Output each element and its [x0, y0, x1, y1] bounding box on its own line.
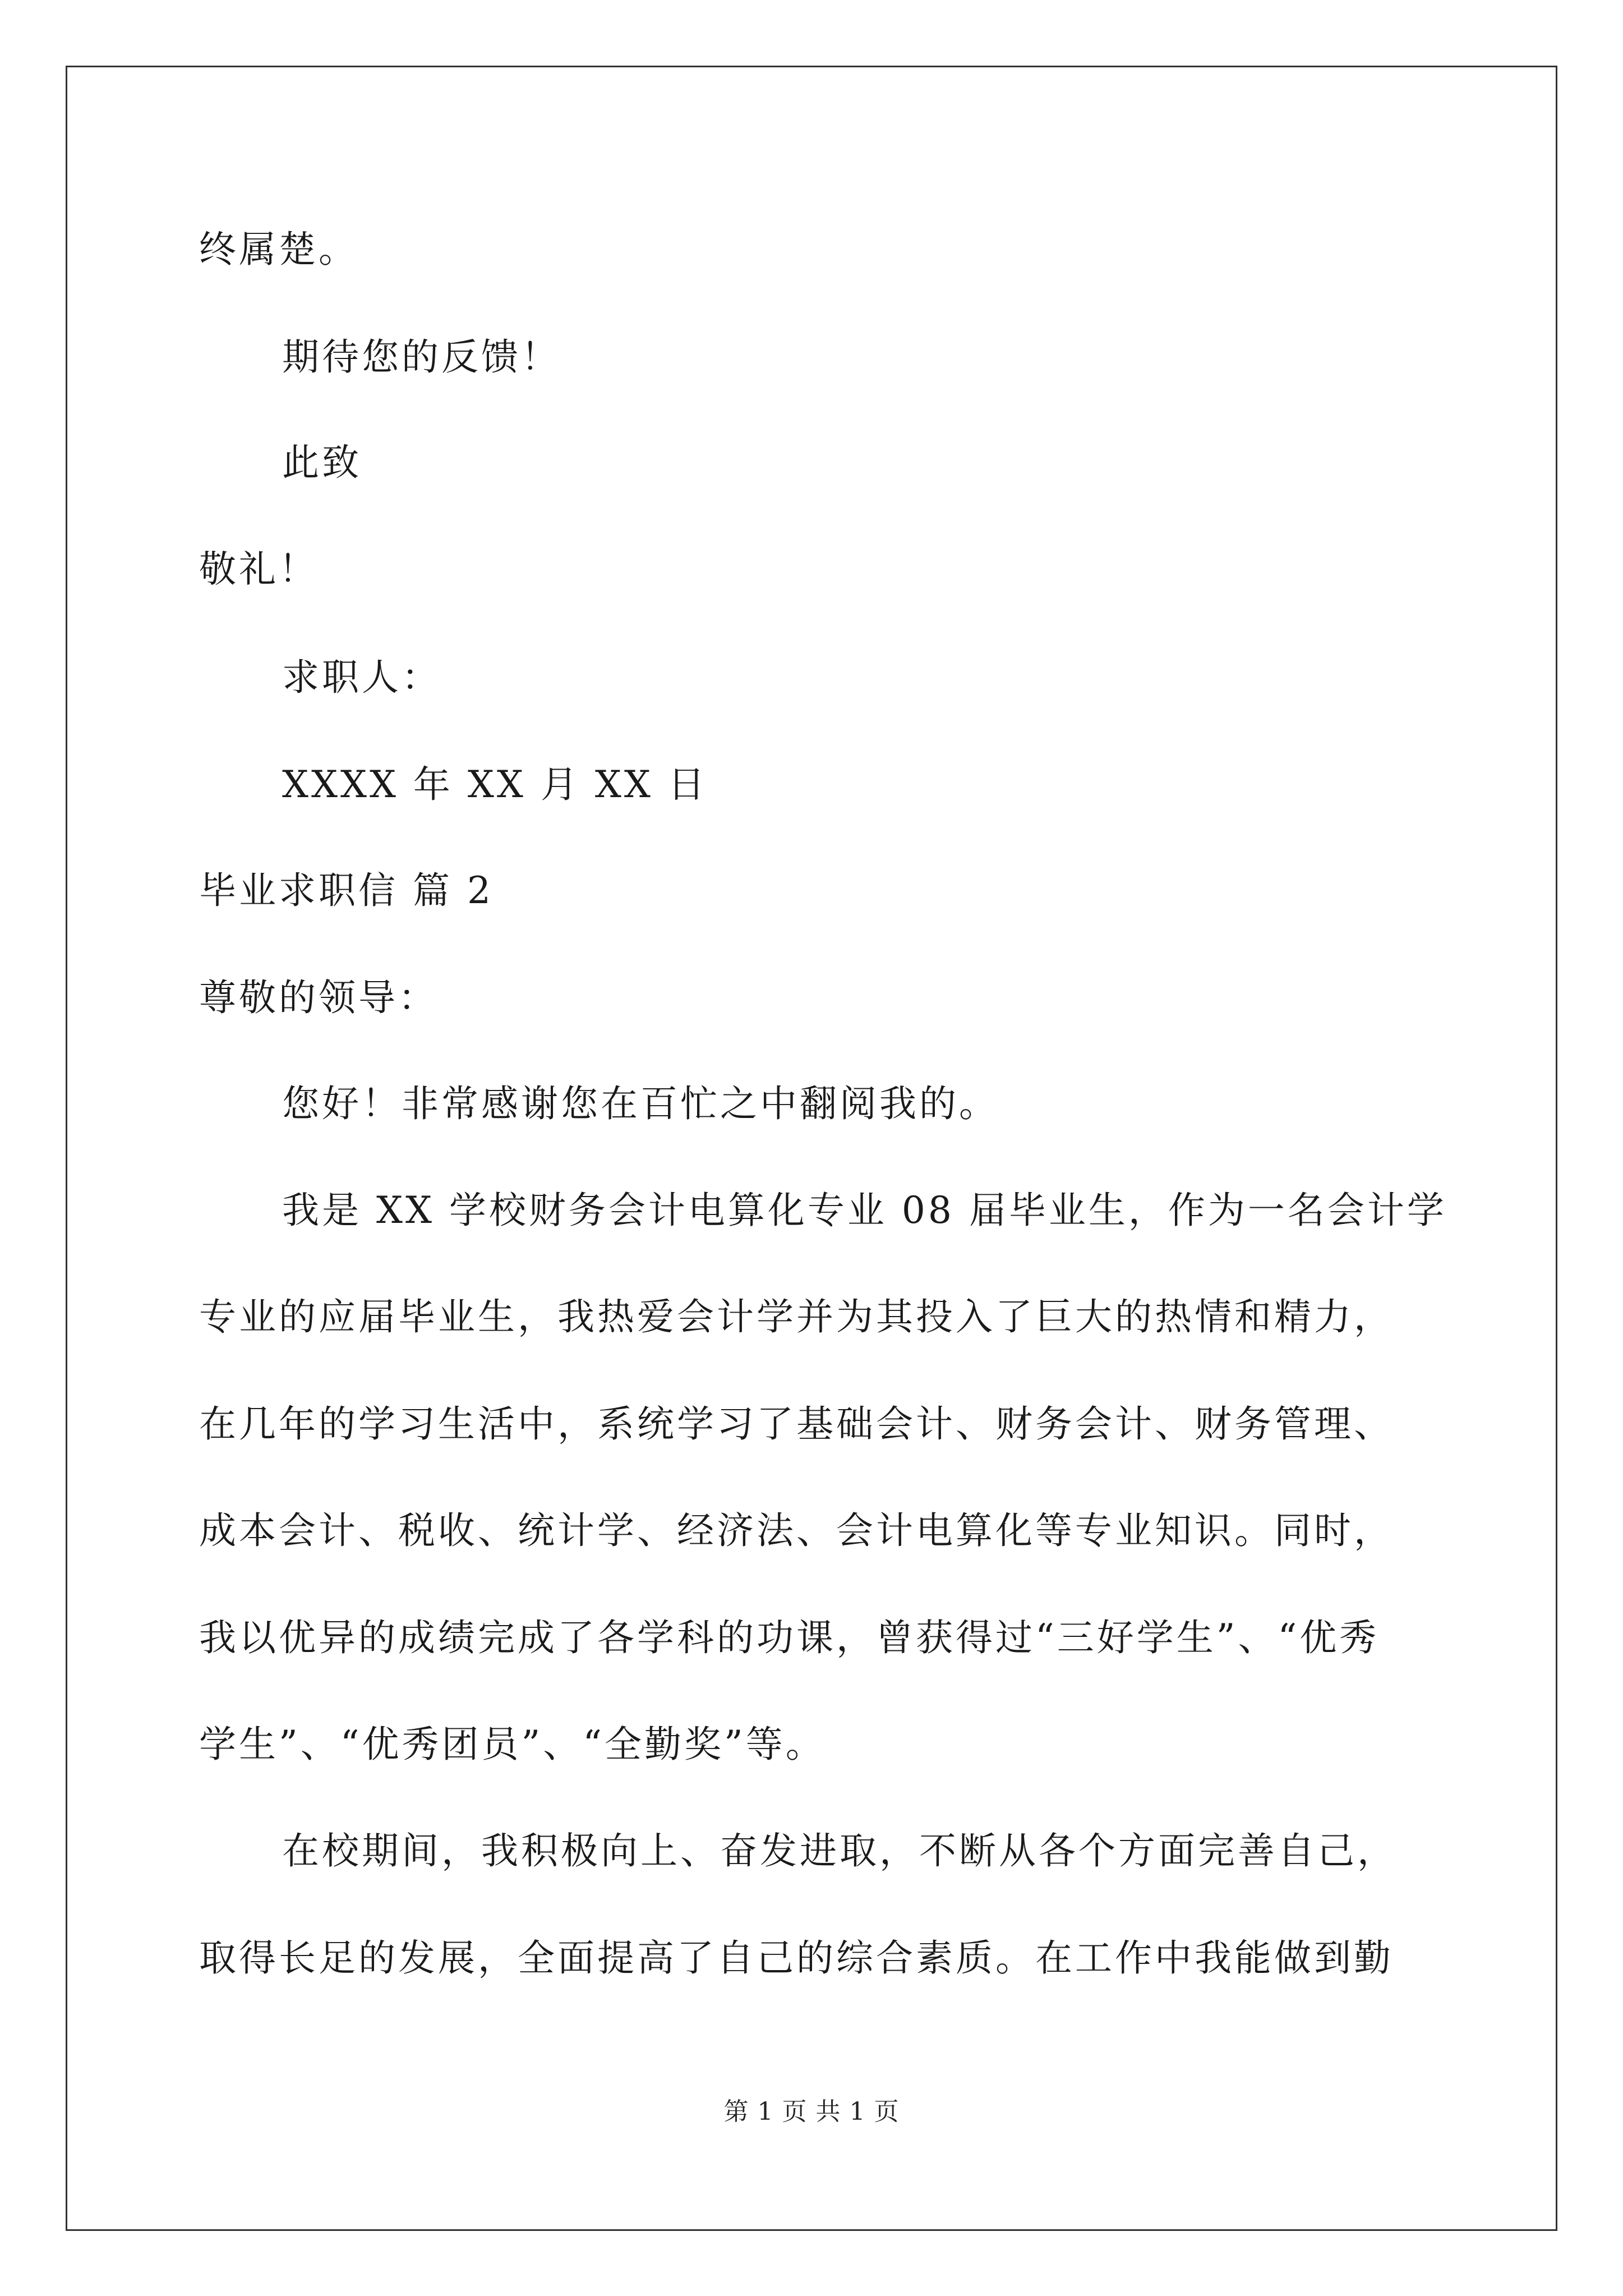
text-line: 学生”、“优秀团员”、“全勤奖”等。	[199, 1723, 826, 1766]
closing-salutation: 此致	[282, 441, 362, 484]
text-line: 专业的应届毕业生，我热爱会计学并为其投入了巨大的热情和精力，	[199, 1295, 1394, 1338]
text-line: 我以优异的成绩完成了各学科的功课，曾获得过“三好学生”、“优秀	[199, 1616, 1380, 1659]
date-line: XXXX 年 XX 月 XX 日	[282, 763, 708, 806]
text-line: 在几年的学习生活中，系统学习了基础会计、财务会计、财务管理、	[199, 1402, 1394, 1446]
text-line: 终属楚。	[199, 228, 358, 271]
text-line: 成本会计、税收、统计学、经济法、会计电算化等专业知识。同时，	[199, 1509, 1394, 1552]
greeting: 尊敬的领导：	[199, 976, 438, 1019]
text-line: 您好！非常感谢您在百忙之中翻阅我的。	[282, 1082, 999, 1125]
closing-regards: 敬礼！	[199, 547, 319, 591]
section-heading: 毕业求职信 篇 2	[199, 869, 494, 912]
text-line: 取得长足的发展，全面提高了自己的综合素质。在工作中我能做到勤	[199, 1936, 1394, 1980]
text-line: 我是 XX 学校财务会计电算化专业 08 届毕业生，作为一名会计学	[282, 1189, 1447, 1232]
text-line: 在校期间，我积极向上、奋发进取，不断从各个方面完善自己，	[282, 1829, 1397, 1872]
page-border	[66, 66, 1557, 2231]
page-footer: 第 1 页 共 1 页	[723, 2097, 900, 2126]
text-line: 期待您的反馈！	[282, 335, 561, 379]
signature-label: 求职人：	[282, 656, 441, 699]
